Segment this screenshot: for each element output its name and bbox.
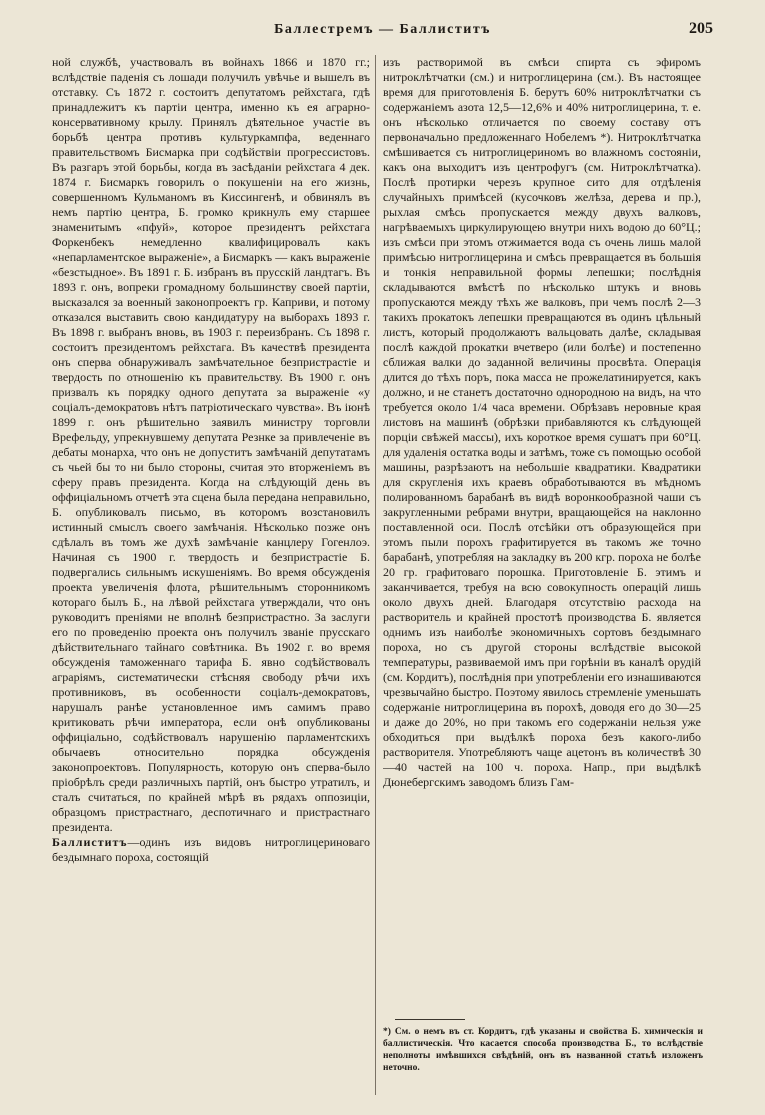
right-column-paragraph: изъ растворимой въ смѣси спирта съ эфиромъ нитроклѣтчатки (см.) и нитроглицерина (см.). Въ настоящее время для приготовленія Б. берутъ 60% нитроклѣтчатки съ содержаніемъ азота 12,5—12,6% и 40% нитроглицерина, т. е. онъ нѣсколько отличается по своему составу отъ первоначально предложеннаго Нобелемъ *). Нитроклѣтчатка смѣшивается съ нитроглицериномъ во влажномъ состояніи, какъ она выходитъ изъ центрофугъ (см. Нитроклѣтчатка). Послѣ протирки черезъ крупное сито для отдѣленія случайныхъ примѣсей (кусочковъ желѣза, дерева и пр.), рыхлая смѣсь пропускается между двухъ валковъ, нагрѣваемыхъ циркулирующею внутри нихъ водою до 60°Ц.; изъ смѣси при этомъ отжимается вода съ очень лишь малой примѣсью нитроглицерина и смѣсь превращается въ большія и тонкія неправильной формы лепешки; послѣднія складываются вмѣстѣ по нѣсколько штукъ и вновь пропускаются между тѣхъ же валковъ, при чемъ послѣ 2—3 такихъ прокатокъ лепешки превращаются въ одинъ цѣльный листъ, который продолжаютъ вальцовать далѣе, складывая послѣ каждой прокатки вчетверо (или болѣе) и постепенно сближая валки до заданной величины просвѣта. Операція длится до тѣхъ поръ, пока масса не прожелатинируется, какъ должно, и не станетъ достаточно однородною на видъ, на что требуется около 1/4 часа времени. Обрѣзавъ неровные края листовъ на машинѣ (обрѣзки прибавляются къ слѣдующей порціи свѣжей массы), ихъ короткое время сушатъ при 60°Ц. для удаленія остатка воды и затѣмъ, тоже съ помощью особой машины, разрѣзаютъ на небольшіе квадратики. Квадратики для скругленія ихъ краевъ обработываются въ мѣдномъ полированномъ барабанѣ въ видѣ воронкообразной чаши съ закругленными ребрами внутри, вращающейся на наклонно поставленной оси. Послѣ отсѣйки отъ образующейся при этомъ пыли порохъ графитируется въ такомъ же точно барабанѣ, употребляя на закладку въ 200 кгр. пороха не болѣе 20 гр. графитоваго порошка. Приготовленіе Б. этимъ и заканчивается, требуя на всю совокупность операцій лишь около двухъ дней. Благодаря отсутствію расхода на растворитель и крайней простотѣ производства Б. является однимъ изъ наиболѣе экономичныхъ сортовъ бездымнаго пороха, но съ другой стороны вслѣдствіе высокой температуры, развиваемой имъ при горѣніи въ каналѣ орудій (см. Кордитъ), послѣднія при употребленіи его изнашиваются чрезвычайно быстро. Поэтому явилось стремленіе уменьшать содержаніе нитроглицерина въ порохѣ, доводя его до 30—25 и даже до 20%, но при такомъ его содержаніи нельзя уже обходиться при выдѣлкѣ пороха безъ какого-либо растворителя. Употребляютъ чаще ацетонъ въ количествѣ 30—40 частей на 100 ч. пороха. Напр., при выдѣлкѣ Дюнебергскимъ заводомъ близъ Гам- <box>383 55 701 789</box>
footnote: *) См. о немъ въ ст. Кордитъ, гдѣ указаны и свойства Б. химическія и баллистическія. Что касается способа производства Б., то вслѣдствіе неполноты имѣвшихся свѣдѣній, онъ въ названной статьѣ изложенъ неточно. <box>383 1027 703 1073</box>
page-number: 205 <box>689 20 713 37</box>
footnote-rule <box>395 1019 465 1020</box>
article-start-text: —одинъ изъ видовъ нитроглицериноваго бездымнаго пороха, состоящій <box>52 835 370 864</box>
running-head: Баллестремъ — Баллиститъ <box>274 22 491 37</box>
left-column <box>52 55 370 1090</box>
right-column <box>383 55 701 1017</box>
article-entry <box>52 835 370 865</box>
left-column-paragraph: ной службѣ, участвовалъ въ войнахъ 1866 и 1870 гг.; вслѣдствіе паденія съ лошади получилъ увѣчье и вышелъ въ отставку. Съ 1872 г. состоитъ депутатомъ рейхстага, гдѣ принадлежитъ къ партіи центра, именно къ ея аграрно-консервативному крылу. Принялъ дѣятельное участіе въ борьбѣ центра противъ культуркампфа, веденнаго правительствомъ Бисмарка при содѣйствіи прогрессистовъ. Въ разгаръ этой борьбы, когда въ засѣданіи рейхстага 4 дек. 1874 г. Бисмаркъ говорилъ о покушеніи на его жизнь, совершенномъ Кульманомъ въ Киссингенѣ, и обвинялъ въ немъ партію центра, Б. громко крикнулъ ему старшее знаменитымъ «пфуй», которое президентъ рейхстага Форкенбекъ немедленно квалифицировалъ какъ «непарламентское выраженіе», а Бисмаркъ — какъ выраженіе «безстыдное». Въ 1891 г. Б. избранъ въ прусскій ландтагъ. Въ 1893 г. онъ, вопреки громадному большинству своей партіи, высказался за военный законопроектъ гр. Каприви, и потому отказался выставить свою кандидатуру на выборахъ 1893 г. Въ 1898 г. выбранъ вновь, въ 1903 г. переизбранъ. Съ 1898 г. состоитъ президентомъ рейхстага. Въ качествѣ президента онъ сперва обнаруживалъ замѣчательное безпристрастіе и твердость по отношенію къ правительству. Въ 1900 г. онъ призвалъ къ порядку одного депутата за выраженіе «у соціалъ-демократовъ нѣтъ патріотическаго чувства». Въ іюнѣ 1899 г. онъ рѣшительно заявилъ министру торговли Врефельду, упрекнувшему депутата Резнке за привлеченіе въ дебаты монарха, что онъ не допуститъ замѣчаній депутатамъ съ чьей бы то ни было стороны, считая это вторженіемъ въ сферу правъ президента. Когда на слѣдующій день въ оффиціальномъ отчетѣ эта сцена была передана неправильно, Б. опубликовалъ письмо, въ которомъ возстановилъ истинный смыслъ своего замѣчанія. Нѣсколько позже онъ сдѣлалъ въ томъ же духѣ замѣчаніе канцлеру Гогенлоэ. Начиная съ 1900 г. твердость и безпристрастіе Б. подвергались сильнымъ искушеніямъ. Во время обсужденія проекта увеличенія флота, рѣшительнымъ сторонникомъ котораго былъ Б., на лѣвой рейхстага утверждали, что онъ руководитъ преніями не вполнѣ безпристрастно. За заслуги его по проведенію проекта онъ получилъ званіе прусскаго дѣйствительнаго тайнаго совѣтника. Въ 1902 г. во время обсужденія таможеннаго тарифа Б. явно содѣйствовалъ аграріямъ, систематически стѣсняя свободу рѣчи ихъ противниковъ, въ особенности соціалъ-демократовъ, нарушалъ ранѣе установленное имъ самимъ право критиковать рѣчи императора, если онѣ опубликованы оффиціально, содѣйствовалъ нарушенію парламентскихъ обычаевъ относительно порядка обсужденія законопроектовъ. Популярность, которую онъ сперва-было пріобрѣлъ среди различныхъ партій, онъ быстро утратилъ, и сталъ считаться, по крайней мѣрѣ въ рядахъ оппозиціи, образцомъ пристрастнаго, деспотичнаго и пристрастнаго президента. <box>52 55 370 834</box>
column-divider <box>375 55 376 1095</box>
article-headword: Баллиститъ <box>52 835 128 849</box>
